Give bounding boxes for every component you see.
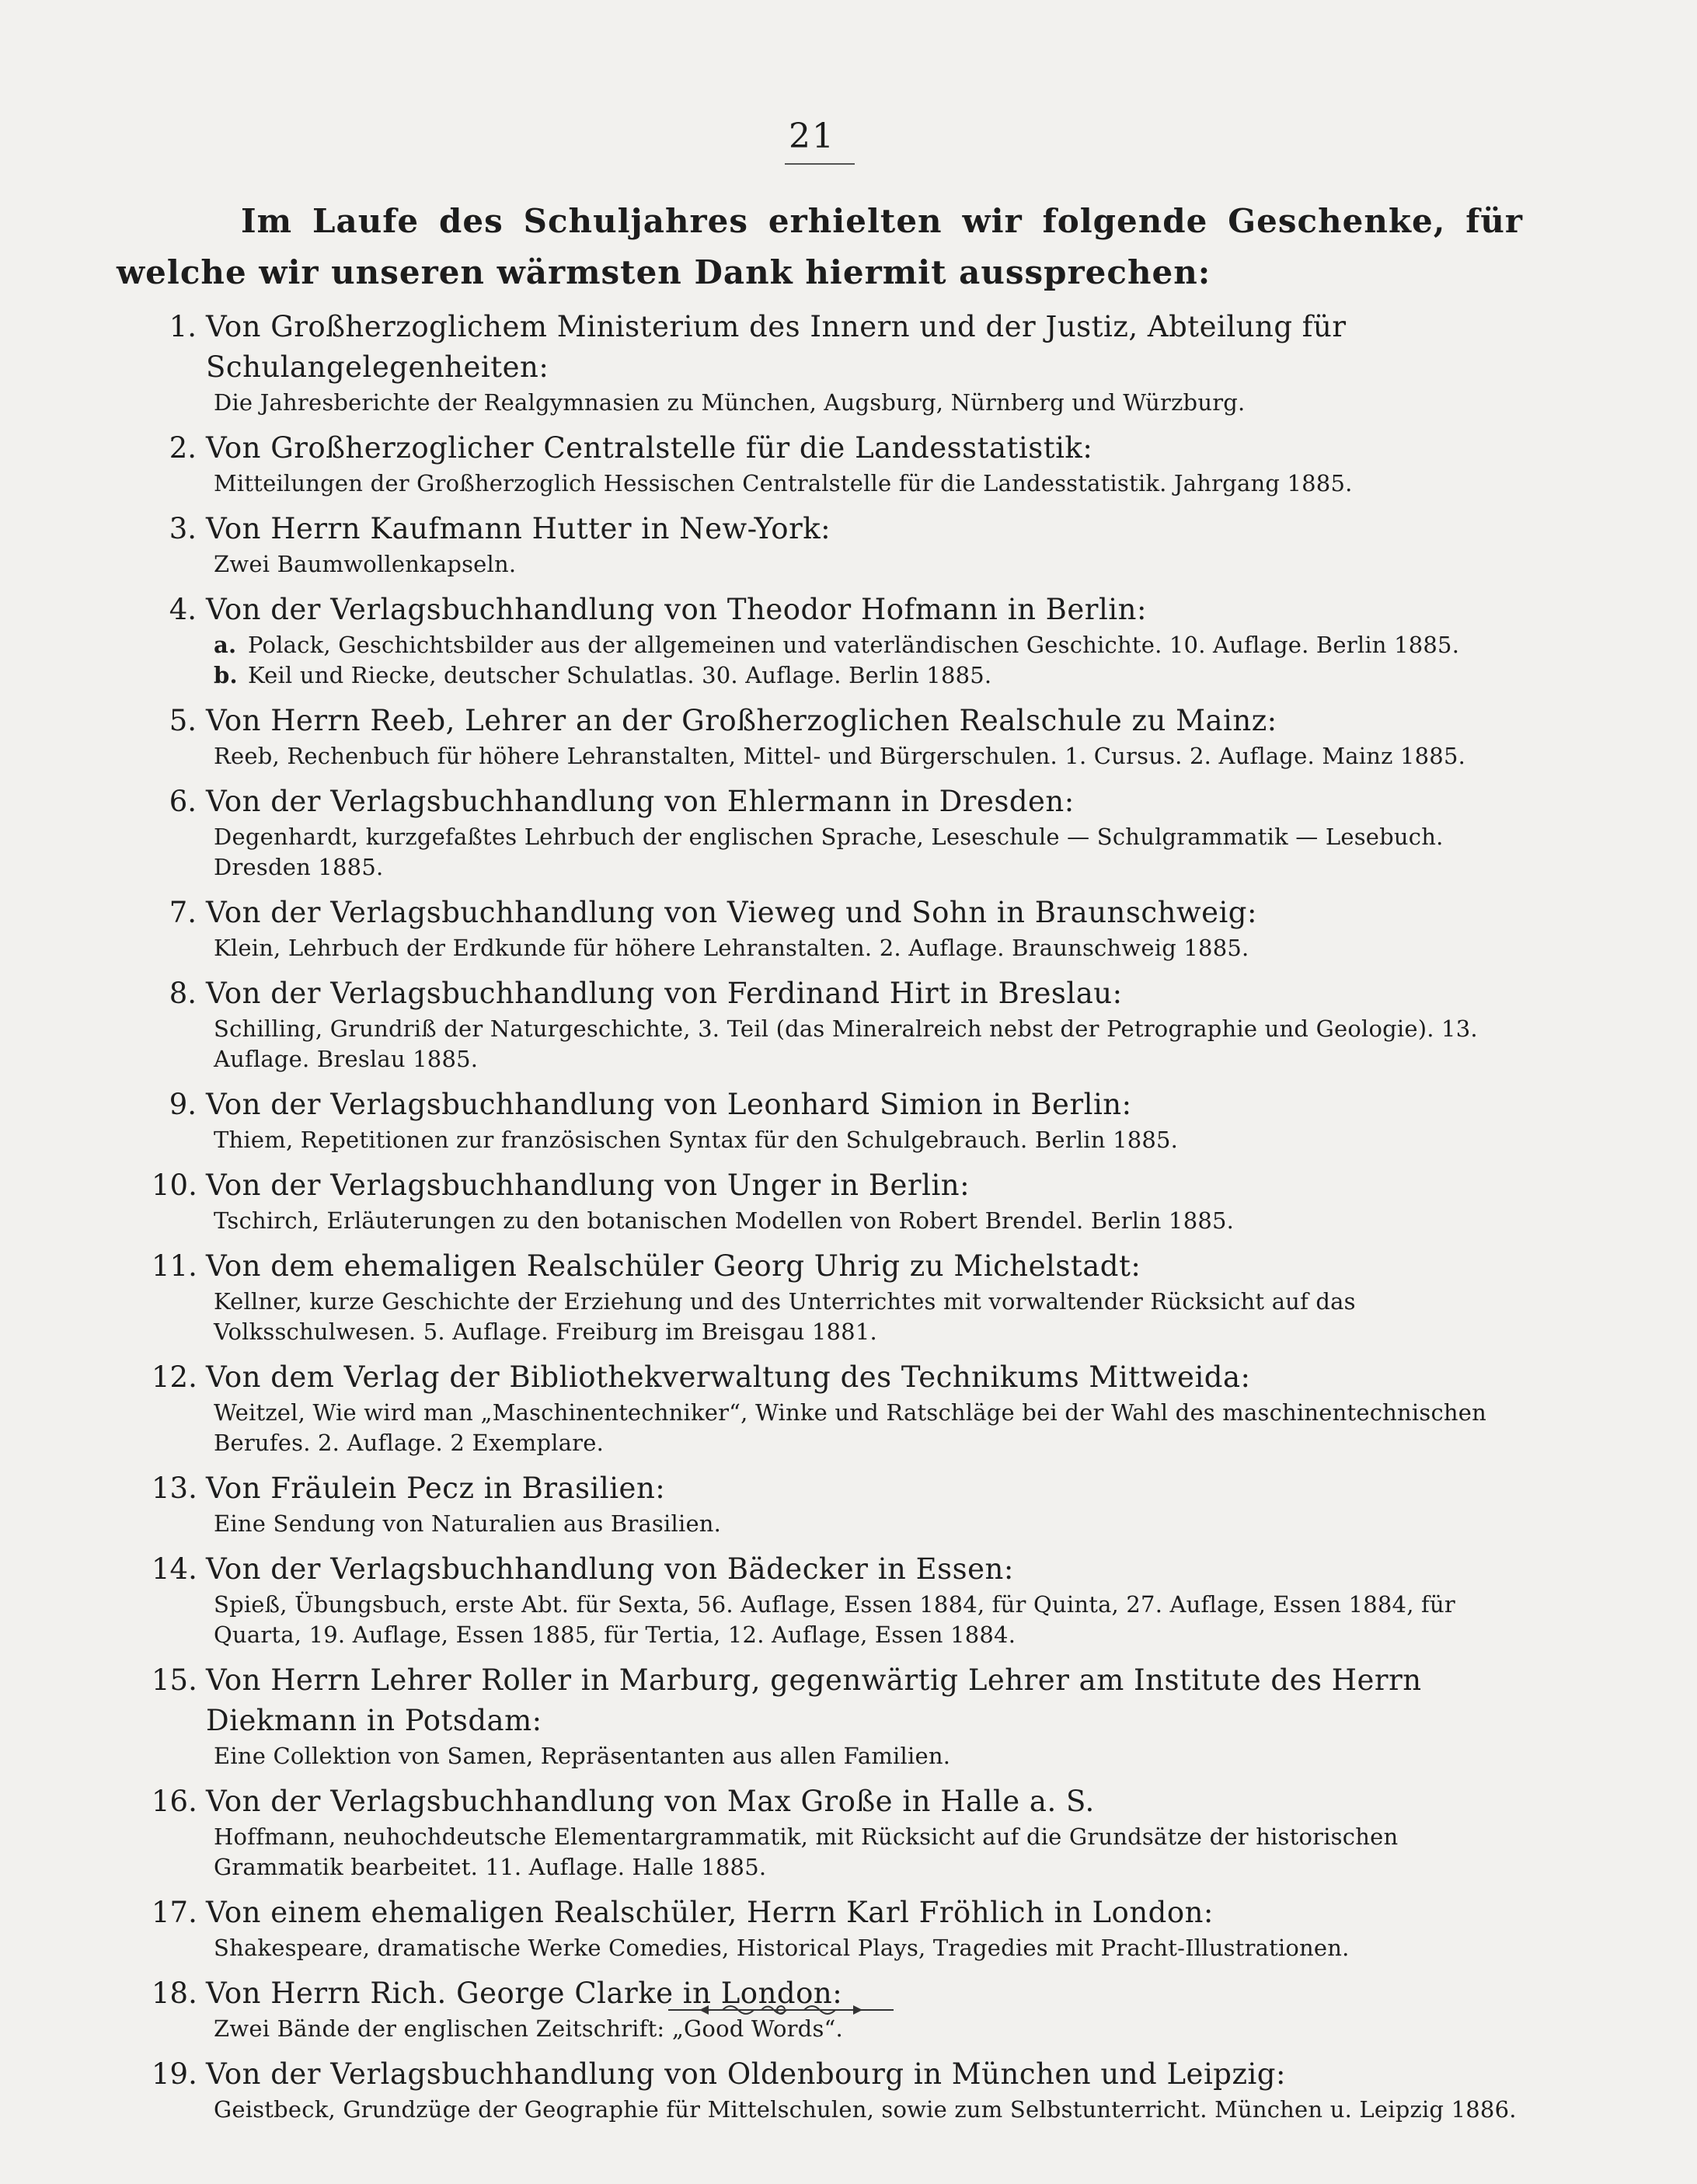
gift-donor: Von der Verlagsbuchhandlung von Ferdinand Hirt in Breslau:	[206, 977, 1123, 1010]
gift-description: Reeb, Rechenbuch für höhere Lehranstalten, Mittel- und Bürgerschulen. 1. Cursus. 2. Auflage. Mainz 1885.	[214, 743, 1466, 769]
gift-description: Geistbeck, Grundzüge der Geographie für Mittelschulen, sowie zum Selbstunterricht. München u. Leipzig 1886.	[214, 2096, 1517, 2123]
gift-number: 19.	[152, 2057, 197, 2091]
page-number: 21	[789, 117, 835, 156]
gift-description: Eine Sendung von Naturalien aus Brasilien.	[214, 1510, 722, 1537]
gift-number: 16.	[152, 1785, 197, 1818]
gift-number: 15.	[152, 1663, 197, 1697]
gift-description: Degenhardt, kurzgefaßtes Lehrbuch der englischen Sprache, Leseschule — Schulgrammatik — Lesebuch. Dresden 1885.	[214, 824, 1444, 880]
gift-number: 14.	[152, 1552, 197, 1586]
gift-number: 12.	[152, 1360, 197, 1394]
gift-donor: Von einem ehemaligen Realschüler, Herrn Karl Fröhlich in London:	[206, 1896, 1214, 1929]
gift-donor: Von dem ehemaligen Realschüler Georg Uhrig zu Michelstadt:	[206, 1249, 1141, 1283]
gift-donor: Von dem Verlag der Bibliothekverwaltung des Technikums Mittweida:	[206, 1360, 1251, 1394]
gift-subitem-label: b.	[214, 662, 238, 688]
gift-donor: Von der Verlagsbuchhandlung von Ehlermann in Dresden:	[206, 785, 1075, 818]
gift-description: Klein, Lehrbuch der Erdkunde für höhere Lehranstalten. 2. Auflage. Braunschweig 1885.	[214, 935, 1249, 961]
gift-description: Eine Collektion von Samen, Repräsentanten aus allen Familien.	[214, 1743, 951, 1769]
gift-number: 4.	[169, 593, 197, 626]
gift-donor: Von der Verlagsbuchhandlung von Unger in Berlin:	[206, 1169, 970, 1202]
gift-number: 3.	[169, 512, 197, 545]
gift-donor: Von der Verlagsbuchhandlung von Max Große in Halle a. S.	[206, 1785, 1095, 1818]
gift-description: Thiem, Repetitionen zur französischen Syntax für den Schulgebrauch. Berlin 1885.	[214, 1127, 1179, 1153]
gift-number: 18.	[152, 1977, 197, 2010]
page-number-rule	[785, 163, 855, 165]
gift-description: Die Jahresberichte der Realgymnasien zu München, Augsburg, Nürnberg und Würzburg.	[214, 389, 1246, 416]
gift-donor: Von der Verlagsbuchhandlung von Oldenbourg in München und Leipzig:	[206, 2057, 1286, 2091]
gift-number: 1.	[169, 310, 197, 343]
gift-description: Weitzel, Wie wird man „Maschinentechniker“, Winke und Ratschläge bei der Wahl des maschinentechnischen Berufes. 2. Auflage. 2 Exemplare.	[214, 1399, 1487, 1456]
gift-number: 11.	[152, 1249, 197, 1283]
gift-donor: Von der Verlagsbuchhandlung von Theodor Hofmann in Berlin:	[206, 593, 1147, 626]
gift-entry	[152, 1549, 1527, 1650]
gift-subitem	[206, 630, 1527, 660]
gift-donor: Von Herrn Lehrer Roller in Marburg, gegenwärtig Lehrer am Institute des Herrn Diekmann in Potsdam:	[206, 1663, 1422, 1737]
gift-entry	[152, 509, 1527, 580]
gift-number: 9.	[169, 1088, 197, 1121]
gift-entry	[152, 428, 1527, 499]
gift-donor: Von Herrn Reeb, Lehrer an der Großherzoglichen Realschule zu Mainz:	[206, 704, 1277, 737]
gift-number: 13.	[152, 1472, 197, 1505]
closing-ornament	[668, 1998, 894, 2022]
gift-description: Shakespeare, dramatische Werke Comedies, Historical Plays, Tragedies mit Pracht-Illustrationen.	[214, 1935, 1350, 1961]
gift-donor: Von Fräulein Pecz in Brasilien:	[206, 1472, 666, 1505]
gift-donor: Von Großherzoglichem Ministerium des Innern und der Justiz, Abteilung für Schulangelegenheiten:	[206, 310, 1347, 384]
gift-entry	[152, 1468, 1527, 1539]
gift-donor: Von der Verlagsbuchhandlung von Bädecker in Essen:	[206, 1552, 1014, 1586]
gift-entry	[152, 701, 1527, 772]
gift-subitem-label: a.	[214, 632, 237, 658]
gift-donor: Von Großherzoglicher Centralstelle für die Landesstatistik:	[206, 431, 1093, 465]
gift-entry	[152, 2054, 1527, 2125]
gift-entry	[152, 782, 1527, 883]
gift-description: Mitteilungen der Großherzoglich Hessischen Centralstelle für die Landesstatistik. Jahrgang 1885.	[214, 470, 1353, 496]
gift-number: 10.	[152, 1169, 197, 1202]
gift-entry	[152, 1165, 1527, 1236]
gift-number: 7.	[169, 896, 197, 929]
gift-list	[152, 307, 1527, 2135]
gift-number: 8.	[169, 977, 197, 1010]
gift-number: 6.	[169, 785, 197, 818]
gift-description: Zwei Bände der englischen Zeitschrift: „Good Words“.	[214, 2015, 843, 2042]
gift-description: Tschirch, Erläuterungen zu den botanischen Modellen von Robert Brendel. Berlin 1885.	[214, 1207, 1235, 1234]
gift-number: 2.	[169, 431, 197, 465]
gift-description: Schilling, Grundriß der Naturgeschichte, 3. Teil (das Mineralreich nebst der Petrographie und Geologie). 13. Auflage. Breslau 1885.	[214, 1015, 1478, 1072]
gift-entry	[152, 1893, 1527, 1963]
gift-entry	[152, 1085, 1527, 1155]
gift-entry	[152, 1782, 1527, 1883]
gift-description: Zwei Baumwollenkapseln.	[214, 551, 517, 577]
intro-heading: Im Laufe des Schuljahres erhielten wir folgende Geschenke, für welche wir unseren wärmsten Dank hiermit aussprechen:	[117, 202, 1523, 291]
gift-donor: Von der Verlagsbuchhandlung von Vieweg und Sohn in Braunschweig:	[206, 896, 1257, 929]
gift-description: Spieß, Übungsbuch, erste Abt. für Sexta, 56. Auflage, Essen 1884, für Quinta, 27. Auflage, Essen 1884, für Quarta, 19. Auflage, Essen 1885, für Tertia, 12. Auflage, Essen 1884.	[214, 1591, 1455, 1648]
gift-number: 17.	[152, 1896, 197, 1929]
gift-entry	[152, 307, 1527, 418]
gift-description: Hoffmann, neuhochdeutsche Elementargrammatik, mit Rücksicht auf die Grundsätze der historischen Grammatik bearbeitet. 11. Auflage. Halle 1885.	[214, 1823, 1399, 1880]
gift-donor: Von der Verlagsbuchhandlung von Leonhard Simion in Berlin:	[206, 1088, 1132, 1121]
gift-donor: Von Herrn Rich. George Clarke in London:	[206, 1977, 843, 2010]
gift-entry	[152, 893, 1527, 963]
gift-donor: Von Herrn Kaufmann Hutter in New-York:	[206, 512, 831, 545]
gift-entry	[152, 590, 1527, 691]
gift-subitem-text: Keil und Riecke, deutscher Schulatlas. 30. Auflage. Berlin 1885.	[248, 662, 992, 688]
gift-entry	[152, 1357, 1527, 1458]
gift-subitem	[206, 660, 1527, 691]
gift-subitem-text: Polack, Geschichtsbilder aus der allgemeinen und vaterländischen Geschichte. 10. Auflage. Berlin 1885.	[248, 632, 1460, 658]
gift-entry	[152, 974, 1527, 1075]
gift-entry	[152, 1246, 1527, 1347]
gift-number: 5.	[169, 704, 197, 737]
gift-description: Kellner, kurze Geschichte der Erziehung und des Unterrichtes mit vorwaltender Rücksicht auf das Volksschulwesen. 5. Auflage. Freiburg im Breisgau 1881.	[214, 1288, 1356, 1345]
gift-entry	[152, 1660, 1527, 1771]
